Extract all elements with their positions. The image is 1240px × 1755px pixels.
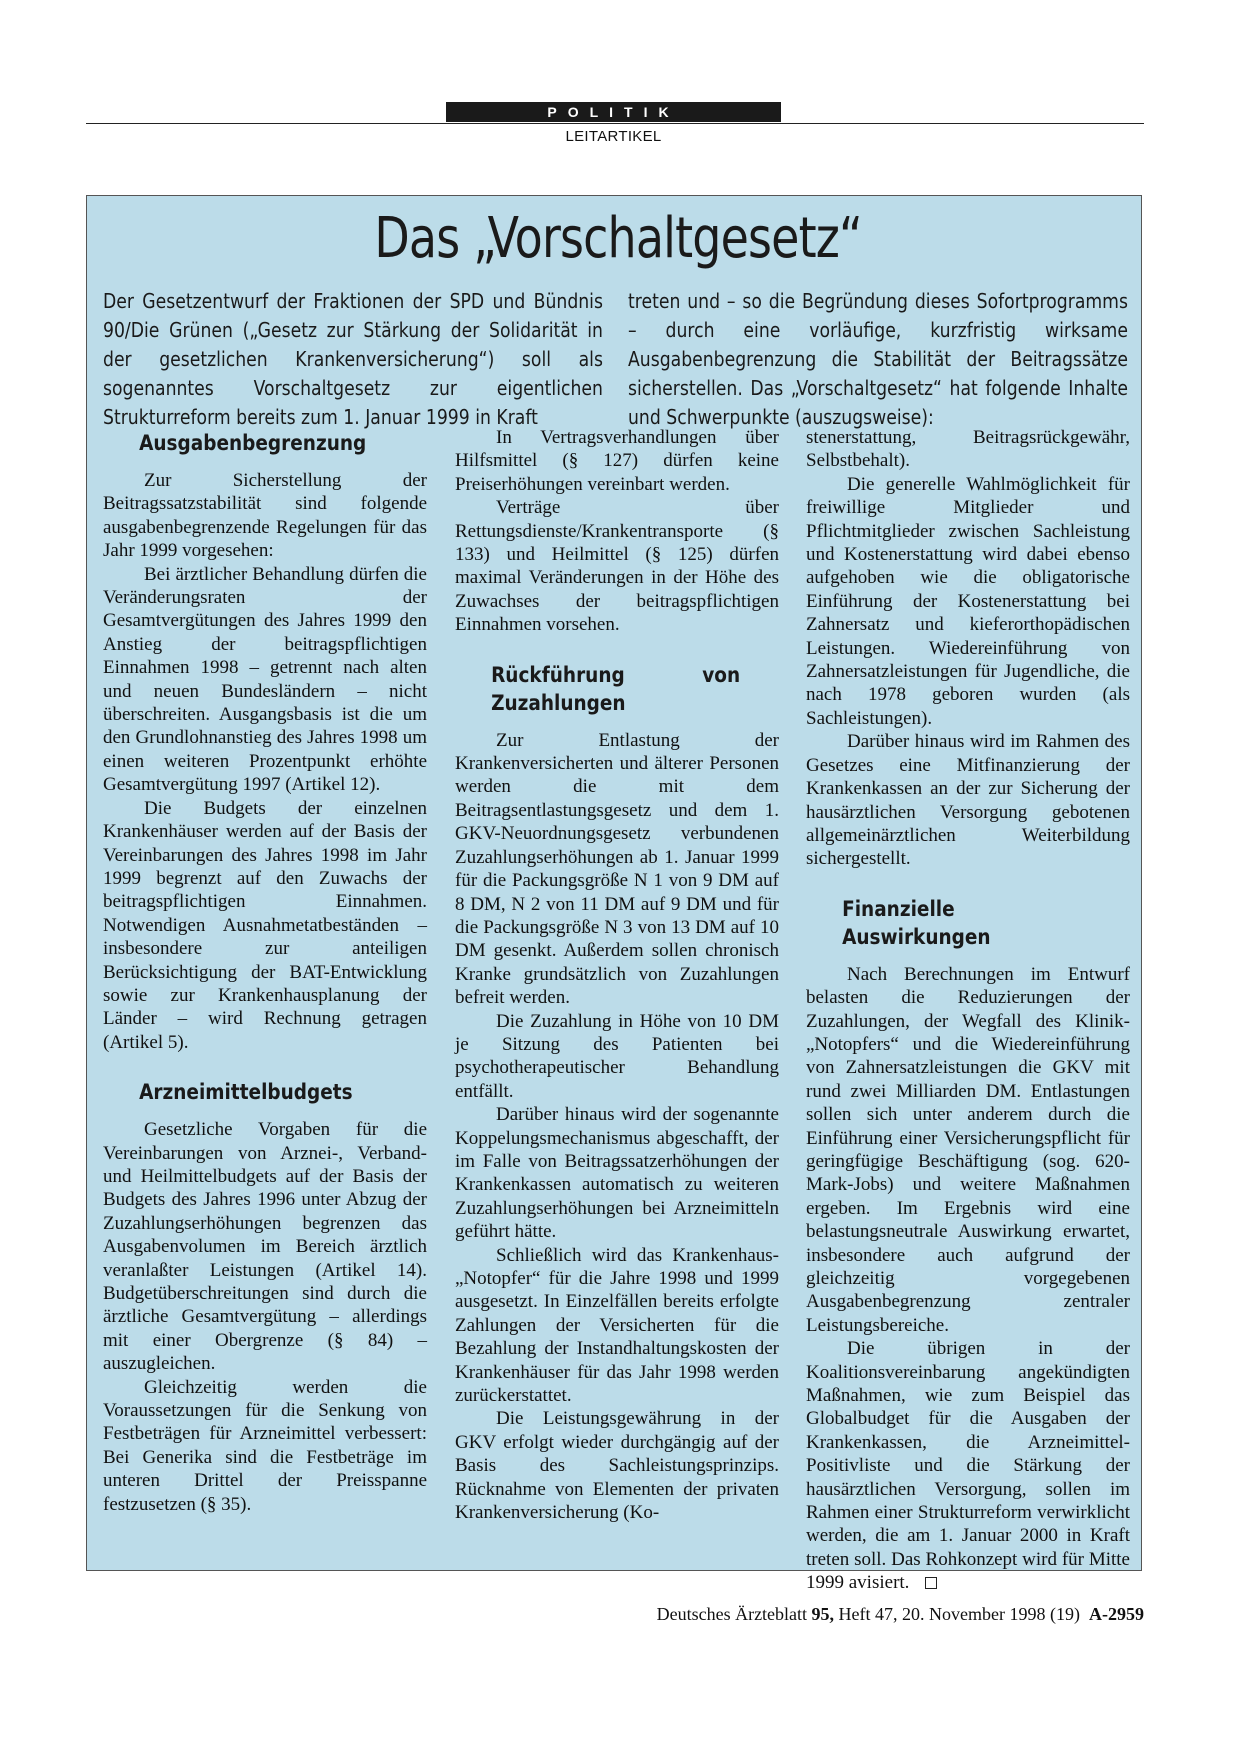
- lede-right: [628, 287, 1128, 432]
- heading-ausgabenbegrenzung: Ausgabenbegrenzung: [139, 431, 367, 455]
- header-divider: [86, 123, 1144, 124]
- paragraph: Die Leistungsgewährung in der GKV erfolgt wieder durchgängig auf der Basis des Sachleistungsprinzips. Rücknahme von Elementen der privaten Krankenversicherung (Ko-: [455, 1408, 779, 1524]
- section-label: POLITIK: [446, 102, 781, 122]
- journal-volume: 95,: [811, 1604, 835, 1624]
- paragraph: Nach Berechnungen im Entwurf belasten die Reduzierungen der Zuzahlungen, der Wegfall des Klinik-„Notopfers“ und die Wiedereinführung von Zahnersatzleistungen die GKV mit rund zwei Milliarden DM. Entlastungen sollen sich unter anderem durch die Einführung einer Versicherungspflicht für geringfügige Beschäftigung (sog. 620-Mark-Jobs) und weitere Maßnahmen ergeben. Im Ergebnis wird eine belastungsneutrale Auswirkung erwartet, insbesondere auch aufgrund der gleichzeitig vorgegebenen Ausgabenbegrenzung zentraler Leistungsbereiche.: [806, 963, 1130, 1336]
- heading-arzneimittelbudgets: Arzneimittelbudgets: [139, 1080, 353, 1105]
- paragraph: Zur Sicherstellung der Beitragssatzstabilität sind folgende ausgabenbegrenzende Regelungen für das Jahr 1999 vorgesehen:: [103, 470, 427, 562]
- end-of-article-icon: [925, 1577, 937, 1589]
- heading-finanzielle-auswirkungen: Finanzielle Auswirkungen: [842, 896, 991, 949]
- journal-issue: Heft 47, 20. November 1998 (19): [838, 1604, 1080, 1624]
- column-3: [806, 426, 1130, 1595]
- column-1: [103, 429, 427, 1516]
- paragraph: Bei ärztlicher Behandlung dürfen die Veränderungsraten der Gesamtvergütungen des Jahres 1999 den Anstieg der beitragspflichtigen Einnahmen 1998 – getrennt nach alten und neuen Bundesländern – nicht überschreiten. Ausgangsbasis ist die um den Grundlohnanstieg des Jahres 1998 um einen weiteren Prozentpunkt erhöhte Gesamtvergütung 1997 (Artikel 12).: [103, 563, 427, 796]
- heading-rueckfuehrung: Rückführung von Zuzahlungen: [491, 662, 741, 715]
- page-number: A-2959: [1089, 1604, 1144, 1624]
- paragraph: Zur Entlastung der Krankenversicherten und älterer Personen werden die mit dem Beitragsentlastungsgesetz und dem 1. GKV-Neuordnungsgesetz verbundenen Zuzahlungserhöhungen ab 1. Januar 1999 für die Packungsgröße N 1 von 9 DM auf 8 DM, N 2 von 11 DM auf 9 DM und für die Packungsgröße N 3 von 13 DM auf 10 DM gesenkt. Außerdem sollen chronisch Kranke grundsätzlich von Zuzahlungen befreit werden.: [455, 729, 779, 1009]
- paragraph: Darüber hinaus wird der sogenannte Koppelungsmechanismus abgeschafft, der im Falle von Beitragssatzerhöhungen der Krankenkassen automatisch zu weiteren Zuzahlungserhöhungen bei Arzneimitteln geführt hätte.: [455, 1104, 779, 1243]
- paragraph: Gesetzliche Vorgaben für die Vereinbarungen von Arznei-, Verband- und Heilmittelbudgets auf der Basis der Budgets des Jahres 1996 unter Abzug der Zuzahlungserhöhungen begrenzen das Ausgabenvolumen im Bereich ärztlich veranlaßter Leistungen (Artikel 14). Budgetüberschreitungen sind durch die ärztliche Gesamtvergütung – allerdings mit einer Obergrenze (§ 84) – auszugleichen.: [103, 1119, 427, 1375]
- lede-right-text: treten und – so die Begründung dieses Sofortprogramms – durch eine vorläufige, kurzfristig wirksame Ausgabenbegrenzung die Stabilität der Beitragssätze sicherstellen. Das „Vorschaltgesetz“ hat folgende Inhalte und Schwerpunkte (auszugsweise):: [628, 289, 1128, 429]
- paragraph: Darüber hinaus wird im Rahmen des Gesetzes eine Mitfinanzierung der Krankenkassen an der zur Sicherung der hausärztlichen Versorgung gebotenen allgemeinärztlichen Weiterbildung sichergestellt.: [806, 731, 1130, 870]
- journal-name: Deutsches Ärzteblatt: [656, 1604, 808, 1624]
- paragraph: Gleichzeitig werden die Voraussetzungen für die Senkung von Festbeträgen für Arzneimittel verbessert: Bei Generika sind die Festbeträge im unteren Drittel der Preisspanne festzusetzen (§ 35).: [103, 1376, 427, 1515]
- paragraph-final-text: Die übrigen in der Koalitionsvereinbarung angekündigten Maßnahmen, wie zum Beispiel das Globalbudget für die Ausgaben der Krankenkassen, die Arzneimittel-Positivliste und die Stärkung der hausärztlichen Versorgung, sollen im Rahmen einer Strukturreform verwirklicht werden, die am 1. Januar 2000 in Kraft treten soll. Das Rohkonzept wird für Mitte 1999 avisiert.: [806, 1338, 1130, 1594]
- article-title: Das „Vorschaltgesetz“: [374, 206, 863, 271]
- column-2: [455, 426, 779, 1524]
- page-footer: [657, 1604, 1144, 1625]
- paragraph-final: [806, 1337, 1130, 1594]
- paragraph: Die generelle Wahlmöglichkeit für freiwillige Mitglieder und Pflichtmitglieder zwischen Sachleistung und Kostenerstattung wird dabei ebenso aufgehoben wie die obligatorische Einführung der Kostenerstattung bei Zahnersatz und kieferorthopädischen Leistungen. Wiedereinführung von Zahnersatzleistungen für Jugendliche, die nach 1978 geboren wurden (als Sachleistungen).: [806, 473, 1130, 729]
- paragraph: In Vertragsverhandlungen über Hilfsmittel (§ 127) dürfen keine Preiserhöhungen vereinbart werden.: [455, 427, 779, 495]
- paragraph: stenerstattung, Beitragsrückgewähr, Selbstbehalt).: [806, 427, 1130, 472]
- subsection-label: LEITARTIKEL: [565, 128, 662, 145]
- lede-left: [103, 287, 603, 432]
- paragraph: Schließlich wird das Krankenhaus-„Notopfer“ für die Jahre 1998 und 1999 ausgesetzt. In Einzelfällen bereits erfolgte Zahlungen der Versicherten für die Bezahlung der Instandhaltungskosten der Krankenhäuser für das Jahr 1998 werden zurückerstattet.: [455, 1244, 779, 1407]
- paragraph: Die Budgets der einzelnen Krankenhäuser werden auf der Basis der Vereinbarungen des Jahres 1998 im Jahr 1999 begrenzt auf den Zuwachs der beitragspflichtigen Einnahmen. Notwendigen Ausnahmetatbeständen – insbesondere zur anteiligen Berücksichtigung der BAT-Entwicklung sowie zur Krankenhausplanung der Länder – wird Rechnung getragen (Artikel 5).: [103, 797, 427, 1053]
- paragraph: Verträge über Rettungsdienste/Krankentransporte (§ 133) und Heilmittel (§ 125) dürfen maximal Veränderungen in der Höhe des Zuwachses der beitragspflichtigen Einnahmen vorsehen.: [455, 497, 779, 636]
- lede-left-text: Der Gesetzentwurf der Fraktionen der SPD und Bündnis 90/Die Grünen („Gesetz zur Stärkung der Solidarität in der gesetzlichen Krankenversicherung“) soll als sogenanntes Vorschaltgesetz zur eigentlichen Strukturreform bereits zum 1. Januar 1999 in Kraft: [103, 289, 603, 429]
- paragraph: Die Zuzahlung in Höhe von 10 DM je Sitzung des Patienten bei psychotherapeutischer Behandlung entfällt.: [455, 1010, 779, 1102]
